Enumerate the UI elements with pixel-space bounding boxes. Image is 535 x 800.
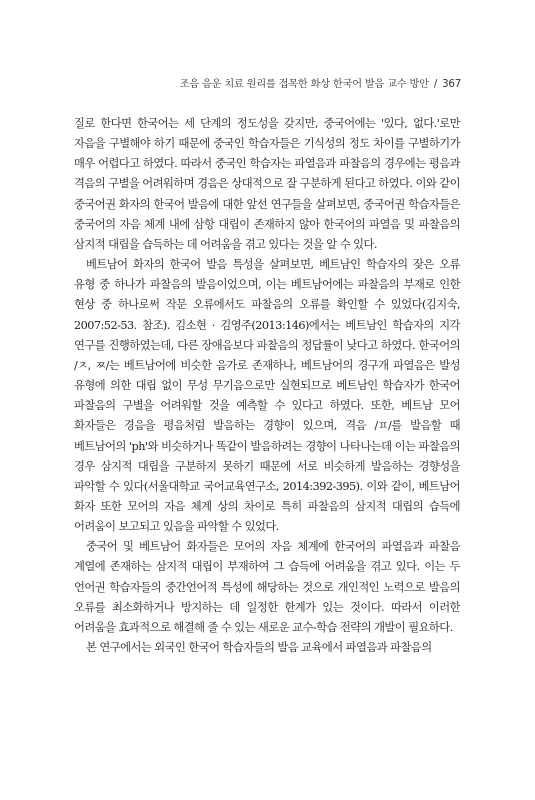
paragraph-summary: 중국어 및 베트남어 화자들은 모어의 자음 체계에 한국어의 파열음과 파찰음 계열에 존재하는 삼지적 대립이 부재하여 그 습득에 어려움을 겪고 있다. 이는 두 언어권 학습자들의 중간언어적 특성에 해당하는 것으로 개인적인 노력으로 발음의 오류를 최소화하거나 방지하는 데 일정한 한계가 있는 것이다. 따라서 이러한 어려움을 효과적으로 해결해 줄 수 있는 새로운 교수-학습 전략의 개발이 필요하다. (74, 540, 460, 634)
running-title: 조음 음운 치료 원리를 접목한 화상 한국어 발음 교수 방안 (179, 79, 429, 90)
paragraph-study-intro: 본 연구에서는 외국인 한국어 학습자들의 발음 교육에서 파열음과 파찰음의 (86, 641, 432, 655)
body-text (74, 114, 460, 658)
paragraph-vietnamese-speakers: 베트남어 화자의 한국어 발음 특성을 살펴보면, 베트남인 학습자의 잦은 오류 유형 중 하나가 파찰음의 발음이었으며, 이는 베트남어에는 파찰음의 부재로 인한 현상 중 하나로써 작문 오류에서도 파찰음의 오류를 확인할 수 있었다(김지숙, 2007:52-53. 참조). 김소현 · 김영주(2013:146)에서는 베트남인 학습자의 지각 연구를 진행하였는데, 다른 장애음보다 파찰음의 정답률이 낮다고 하였다. 한국어의 /ㅈ, ㅉ/는 베트남어에 비슷한 음가로 존재하나, 베트남어의 경구개 파열음은 발성 유형에 의한 대립 없이 무성 무기음으로만 실현되므로 베트남인 학습자가 한국어 파찰음의 구별을 어려워할 것을 예측할 수 있다고 하였다. 또한, 베트남 모어 화자들은 경음을 평음처럼 발음하는 경향이 있으며, 격음 /ㅍ/를 발음할 때 베트남어의 'ph'와 비슷하거나 똑같이 발음하려는 경향이 나타나는데 이는 파찰음의 경우 삼지적 대립을 구분하지 못하기 때문에 서로 비슷하게 발음하는 경향성을 파악할 수 있다(서울대학교 국어교육연구소, 2014:392-395). 이와 같이, 베트남어 화자 또한 모어의 자음 체계 상의 차이로 특히 파찰음의 삼지적 대립의 습득에 어려움이 보고되고 있음을 파악할 수 있었다. (74, 258, 460, 534)
running-header (74, 75, 461, 90)
header-separator: / (433, 79, 438, 90)
page-number: 367 (442, 79, 461, 90)
paragraph-continued: 질로 한다면 한국어는 세 단계의 정도성을 갖지만, 중국어에는 '있다, 없다.'로만 자음을 구별해야 하기 때문에 중국인 학습자들은 기식성의 정도 차이를 구별하기가 매우 어렵다고 하였다. 따라서 중국인 학습자는 파열음과 파찰음의 경우에는 평음과 격음의 구별을 어려워하며 경음은 상대적으로 잘 구분하게 된다고 하였다. 이와 같이 중국어권 화자의 한국어 발음에 대한 앞선 연구들을 살펴보면, 중국어권 학습자들은 중국어의 자음 체계 내에 삼항 대립이 존재하지 않아 한국어의 파열음 및 파찰음의 삼지적 대립을 습득하는 데 어려움을 겪고 있다는 것을 알 수 있다. (74, 117, 460, 251)
